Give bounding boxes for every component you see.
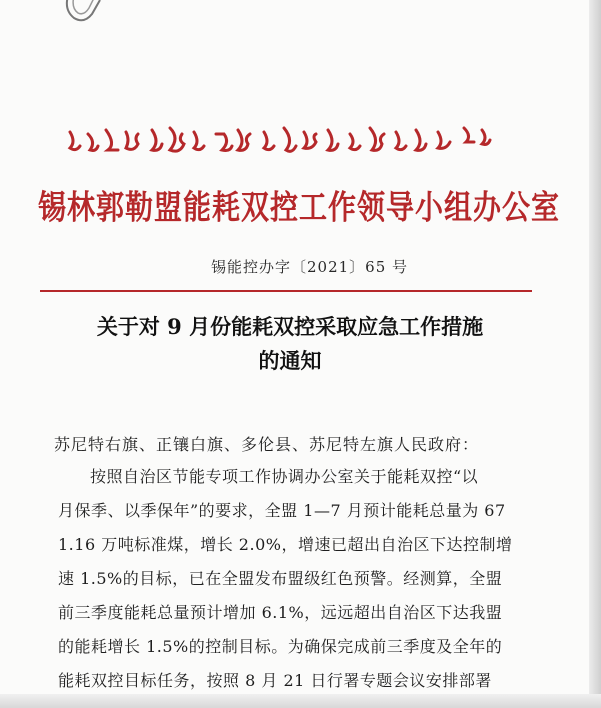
document-title [30,310,550,378]
red-divider-line [40,290,532,292]
title-line-2: 的通知 [258,348,322,373]
body-line: 能耗双控目标任务，按照 8 月 21 日行署专题会议安排部署 [58,671,492,690]
document-number: 锡能控办字〔2021〕65 号 [210,258,409,276]
salutation: 苏尼特右旗、正镶白旗、多伦县、苏尼特左旗人民政府： [54,435,480,454]
body-line: 月保季、以季保年”的要求，全盟 1—7 月预计能耗总量为 67 [58,501,506,520]
paper-clip-icon [62,0,106,28]
title-line-1: 关于对 9 月份能耗双控采取应急工作措施 [96,314,484,339]
body-paragraph [58,460,538,698]
mongolian-script-heading [66,124,496,158]
body-line: 速 1.5%的目标，已在全盟发布盟级红色预警。经测算，全盟 [58,569,503,588]
body-line: 的能耗增长 1.5%的控制目标。为确保完成前三季度及全年的 [58,637,503,656]
page-bottom-shadow [0,694,601,708]
page-edge-shadow [589,0,601,708]
body-line: 前三季度能耗总量预计增加 6.1%，远远超出自治区下达我盟 [58,603,503,622]
body-line: 按照自治区节能专项工作协调办公室关于能耗双控“以 [90,467,479,486]
body-line: 1.16 万吨标准煤，增长 2.0%，增速已超出自治区下达控制增 [58,535,513,554]
agency-name: 锡林郭勒盟能耗双控工作领导小组办公室 [38,187,561,227]
